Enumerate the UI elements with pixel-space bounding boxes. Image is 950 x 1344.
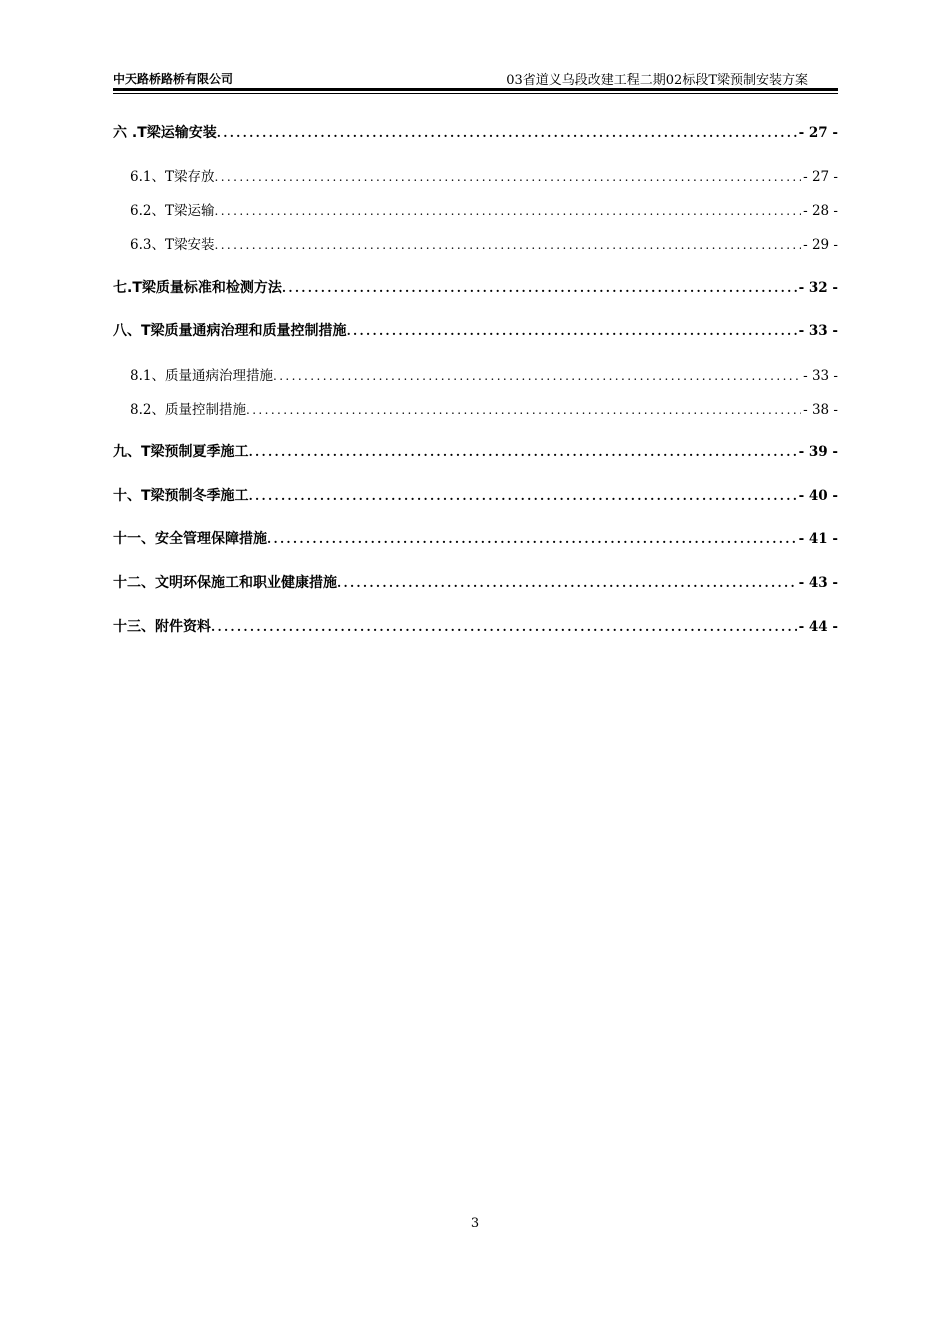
toc-leader-dots <box>211 620 797 634</box>
toc-entry-page: - 39 - <box>798 444 838 460</box>
toc-entry-title: 6.2、T梁运输 <box>130 203 215 219</box>
toc-entry-title: 十二、文明环保施工和职业健康措施 <box>113 575 337 591</box>
toc-entry-title: 十一、安全管理保障措施 <box>113 531 267 547</box>
toc-entry[interactable] <box>113 616 838 638</box>
toc-entry[interactable] <box>113 320 838 342</box>
toc-leader-dots <box>282 281 797 295</box>
toc-leader-dots <box>217 126 797 140</box>
toc-entry[interactable] <box>113 277 838 299</box>
toc-leader-dots <box>249 489 797 503</box>
company-name: 中天路桥路桥有限公司 <box>113 72 234 86</box>
toc-leader-dots <box>337 576 797 590</box>
toc-leader-dots <box>249 445 797 459</box>
toc-leader-dots <box>214 170 801 184</box>
toc-entry-page: - 27 - <box>803 169 838 185</box>
toc-entry[interactable] <box>113 122 838 144</box>
toc-entry-page: - 28 - <box>803 203 838 219</box>
toc-entry[interactable] <box>113 572 838 594</box>
toc-entry-title: 六 .T梁运输安装 <box>113 125 217 141</box>
toc-entry[interactable] <box>113 485 838 507</box>
toc-entry[interactable] <box>113 398 838 420</box>
toc-entry-page: - 29 - <box>803 237 838 253</box>
toc-entry-title: 8.2、质量控制措施 <box>130 402 246 418</box>
toc-entry-title: 6.3、T梁安装 <box>130 237 215 253</box>
toc-entry-title: 6.1、T梁存放 <box>130 169 215 185</box>
toc-entry[interactable] <box>113 165 838 187</box>
toc-entry[interactable] <box>113 364 838 386</box>
toc-entry-title: 八、T梁质量通病治理和质量控制措施 <box>113 323 347 339</box>
toc-entry-page: - 32 - <box>798 280 838 296</box>
toc-entry-page: - 41 - <box>798 531 838 547</box>
page-header <box>113 66 838 88</box>
toc-entry-title: 8.1、质量通病治理措施 <box>130 368 273 384</box>
project-title: 03省道义乌段改建工程二期02标段T梁预制安装方案 <box>506 73 808 88</box>
toc-entry-title: 十、T梁预制冬季施工 <box>113 488 249 504</box>
toc-entry[interactable] <box>113 441 838 463</box>
page-number: 3 <box>470 1216 480 1231</box>
toc-entry-page: - 44 - <box>798 619 838 635</box>
toc-leader-dots <box>214 238 801 252</box>
header-rule-thin <box>113 93 838 94</box>
header-rule-thick <box>113 88 838 91</box>
toc-entry[interactable] <box>113 528 838 550</box>
toc-entry-title: 十三、附件资料 <box>113 619 211 635</box>
toc-entry-title: 七.T梁质量标准和检测方法 <box>113 280 282 296</box>
toc-leader-dots <box>267 532 797 546</box>
toc-leader-dots <box>273 369 801 383</box>
toc-entry-page: - 38 - <box>803 402 838 418</box>
toc-entry-page: - 33 - <box>803 368 838 384</box>
toc-entry-page: - 43 - <box>798 575 838 591</box>
toc-entry-page: - 27 - <box>798 125 838 141</box>
toc-entry[interactable] <box>113 199 838 221</box>
toc-entry-page: - 33 - <box>798 323 838 339</box>
toc-leader-dots <box>347 324 797 338</box>
toc-entry-page: - 40 - <box>798 488 838 504</box>
toc-entry[interactable] <box>113 233 838 255</box>
toc-leader-dots <box>214 204 801 218</box>
toc-entry-title: 九、T梁预制夏季施工 <box>113 444 249 460</box>
toc-leader-dots <box>246 403 801 417</box>
